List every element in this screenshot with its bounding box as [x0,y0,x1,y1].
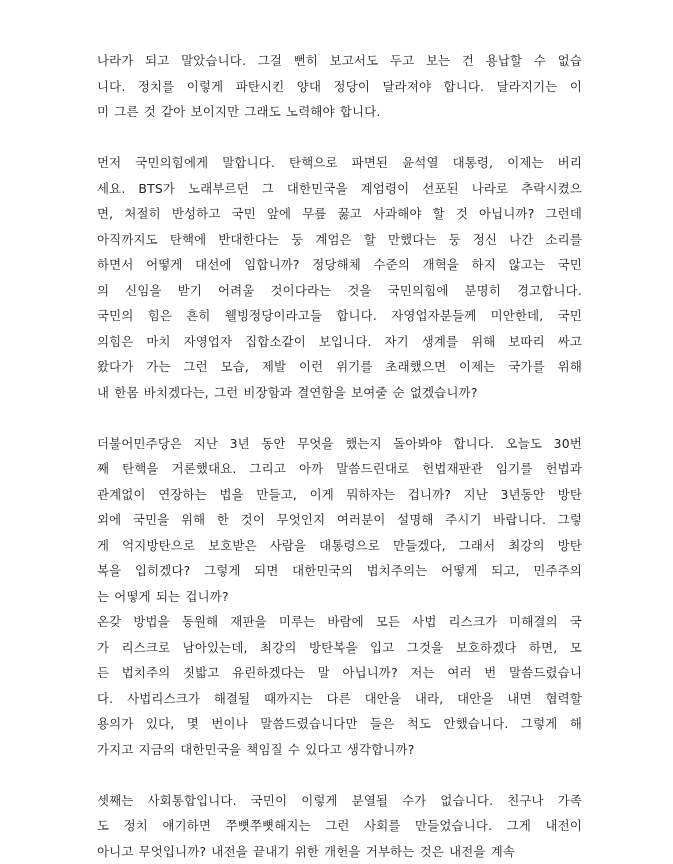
document-body [97,48,582,864]
text-line: 아니고 무엇입니까? 내전을 끝내기 위한 개헌을 거부하는 것은 내전을 계속 [97,839,582,864]
text-line: 왔다가 가는 그런 모습, 제발 이런 위기를 초래했으면 이제는 국가를 위해 [97,354,582,380]
paragraph-gap [97,762,582,788]
text-line: 세요. BTS가 노래부르던 그 대한민국을 계엄령이 선포된 나라로 추락시켰으 [97,176,582,202]
text-line: 나라가 되고 말았습니다. 그걸 뻔히 보고서도 두고 보는 건 용납할 수 없습 [97,48,582,74]
text-line: 용의가 있다, 몇 번이나 말씀드렸습니다만 들은 척도 안했습니다. 그렇게 해 [97,711,582,737]
paragraph [97,431,582,763]
paragraph [97,48,582,125]
text-line: 국민의 힘은 흔히 웰빙정당이라고들 합니다. 자영업자분들께 미안한데, 국민 [97,303,582,329]
text-line: 가 리스크로 남아있는데, 최강의 방탄복을 입고 그것을 보호하겠다 하면, 모 [97,635,582,661]
text-line: 아직까지도 탄핵에 반대한다는 둥 계엄은 할 만했다는 둥 정신 나간 소리를 [97,227,582,253]
paragraph-gap [97,125,582,151]
text-line: 미 그른 것 같아 보이지만 그래도 노력해야 합니다. [97,99,582,125]
text-line: 가지고 지금의 대한민국을 책임질 수 있다고 생각합니까? [97,737,582,763]
text-line: 째 탄핵을 거론했대요. 그리고 아까 말씀드린대로 헌법재판관 임기를 헌법과 [97,456,582,482]
text-line: 복을 입히겠다? 그렇게 되면 대한민국의 법치주의는 어떻게 되고, 민주주의 [97,558,582,584]
text-line: 다. 사법리스크가 해결될 때까지는 다른 대안을 내라, 대안을 내면 협력할 [97,686,582,712]
text-line: 내 한몸 바치겠다는, 그런 비장함과 결연함을 보여줄 순 없겠습니까? [97,380,582,406]
text-line: 먼저 국민의힘에게 말합니다. 탄핵으로 파면된 윤석열 대통령, 이제는 버리 [97,150,582,176]
paragraph-gap [97,405,582,431]
text-line: 는 어떻게 되는 겁니까? [97,584,582,610]
text-line: 하면서 어떻게 대선에 임합니까? 정당해체 수준의 개혁을 하지 않고는 국민 [97,252,582,278]
text-line: 더불어민주당은 지난 3년 동안 무엇을 했는지 돌아봐야 합니다. 오늘도 30번 [97,431,582,457]
text-line: 온갖 방법을 동원해 재판을 미루는 바람에 모든 사법 리스크가 미해결의 국 [97,609,582,635]
text-line: 든 법치주의 짓밟고 유린하겠다는 말 아닙니까? 저는 여러 번 말씀드렸습니 [97,660,582,686]
text-line: 셋째는 사회통합입니다. 국민이 이렇게 분열될 수가 없습니다. 친구나 가족 [97,788,582,814]
paragraph [97,150,582,405]
text-line: 니다. 정치를 이렇게 파탄시킨 양대 정당이 달라져야 합니다. 달라지기는 이 [97,74,582,100]
text-line: 의힘은 마치 자영업자 집합소같이 보입니다. 자기 생계를 위해 보따리 싸고 [97,329,582,355]
text-line: 도 정치 얘기하면 쭈뼛쭈뼛해지는 그런 사회를 만들었습니다. 그게 내전이 [97,813,582,839]
paragraph [97,788,582,864]
text-line: 의 신임을 받기 어려울 것이다라는 것을 국민의힘에 분명히 경고합니다. [97,278,582,304]
text-line: 외에 국민을 위해 한 것이 무엇인지 여러분이 설명해 주시기 바랍니다. 그렇 [97,507,582,533]
text-line: 관계없이 연장하는 법을 만들고, 이게 뭐하자는 겁니까? 지난 3년동안 방탄 [97,482,582,508]
text-line: 게 억지방탄으로 보호받은 사람을 대통령으로 만들겠다, 그래서 최강의 방탄 [97,533,582,559]
text-line: 면, 처절히 반성하고 국민 앞에 무릎 꿇고 사과해야 할 것 아닙니까? 그런데 [97,201,582,227]
